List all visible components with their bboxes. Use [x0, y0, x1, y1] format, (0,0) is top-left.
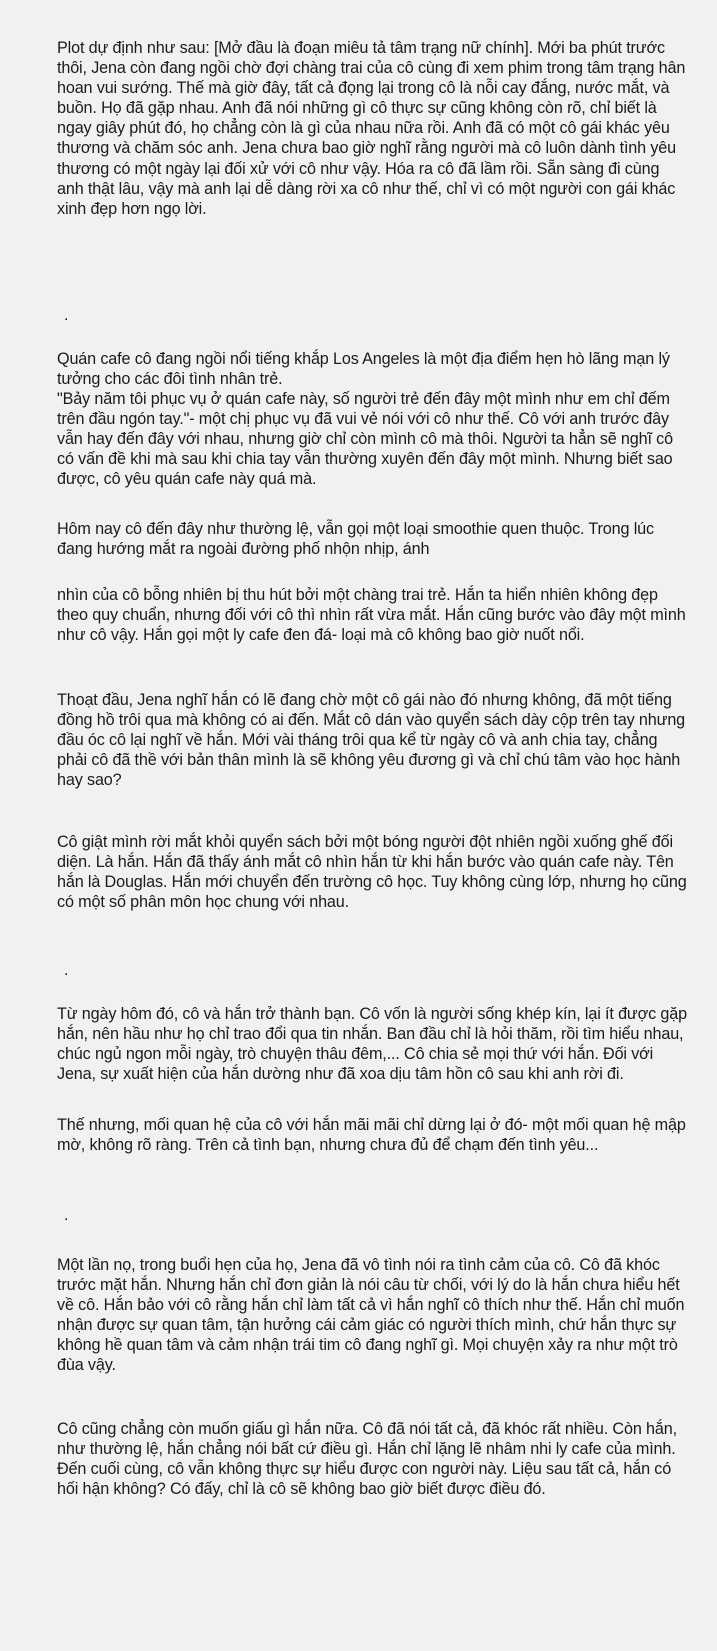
paragraph-8: Từ ngày hôm đó, cô và hắn trở thành bạn. Cô vốn là người sống khép kín, lại ít được gặp hắn, nên hầu như họ chỉ trao đổi qua tin nhắn. Ban đầu chỉ là hỏi thăm, rồi tìm hiểu nhau, chúc ngủ ngon mỗi ngày, trò chuyện thâu đêm,... Cô chia sẻ mọi thứ với hắn. Đối với Jena, sự xuất hiện của hắn dường như đã xoa dịu tâm hồn cô sau khi anh rời đi. [57, 1005, 687, 1084]
paragraph-10: Một lần nọ, trong buổi hẹn của họ, Jena đã vô tình nói ra tình cảm của cô. Cô đã khóc trước mặt hắn. Nhưng hắn chỉ đơn giản là nói câu từ chối, với lý do là hắn chưa hiểu hết về cô. Hắn bảo với cô rằng hắn chỉ làm tất cả vì hắn nghĩ cô thích như thế. Hắn chỉ muốn nhận được sự quan tâm, tận hưởng cái cảm giác có người thích mình, chứ hắn thực sự không hề quan tâm và cảm nhận trái tim cô đang nghĩ gì. Mọi chuyện xảy ra như một trò đùa vậy. [57, 1256, 685, 1375]
paragraph-1: Plot dự định như sau: [Mở đầu là đoạn miêu tả tâm trạng nữ chính]. Mới ba phút trước thôi, Jena còn đang ngồi chờ đợi chàng trai của cô cùng đi xem phim trong tâm trạng hân hoan vui sướng. Thế mà giờ đây, tất cả đọng lại trong cô là nỗi cay đắng, nước mắt, và buồn. Họ đã gặp nhau. Anh đã nói những gì cô thực sự cũng không còn rõ, chỉ biết là ngay giây phút đó, họ chẳng còn là gì của nhau nữa rồi. Anh đã có một cô gái khác yêu thương và chăm sóc anh. Jena chưa bao giờ nghĩ rằng người mà cô luôn dành tình yêu thương có một ngày lại đối xử với cô như vậy. Hóa ra cô đã lầm rồi. Sẵn sàng đi cùng anh thật lâu, vậy mà anh lại dễ dàng rời xa cô như thế, chỉ vì có một người con gái khác xinh đẹp hơn ngọ lời. [57, 39, 686, 218]
paragraph-4: Hôm nay cô đến đây như thường lệ, vẫn gọi một loại smoothie quen thuộc. Trong lúc đang hướng mắt ra ngoài đường phố nhộn nhịp, ánh [57, 520, 654, 559]
separator-dot-3: . [64, 1207, 69, 1224]
paragraph-9: Thế nhưng, mối quan hệ của cô với hắn mãi mãi chỉ dừng lại ở đó- một mối quan hệ mập mờ, không rõ ràng. Trên cả tình bạn, nhưng chưa đủ để chạm đến tình yêu... [57, 1116, 686, 1155]
paragraph-11: Cô cũng chẳng còn muốn giấu gì hắn nữa. Cô đã nói tất cả, đã khóc rất nhiều. Còn hắn, như thường lệ, hắn chẳng nói bất cứ điều gì. Hắn chỉ lặng lẽ nhâm nhi ly cafe của mình. Đến cuối cùng, cô vẫn không thực sự hiểu được con người này. Liệu sau tất cả, hắn có hối hận không? Có đấy, chỉ là cô sẽ không bao giờ biết được điều đó. [57, 1420, 677, 1499]
paragraph-2: Quán cafe cô đang ngồi nổi tiếng khắp Los Angeles là một địa điểm hẹn hò lãng mạn lý tưởng cho các đôi tình nhân trẻ. [57, 350, 670, 389]
separator-dot-2: . [64, 962, 69, 979]
paragraph-5: nhìn của cô bỗng nhiên bị thu hút bởi một chàng trai trẻ. Hắn ta hiển nhiên không đẹp theo quy chuẩn, nhưng đối với cô thì nhìn rất vừa mắt. Hắn cũng bước vào đây một mình như cô vậy. Hắn gọi một ly cafe đen đá- loại mà cô không bao giờ nuốt nổi. [57, 586, 686, 645]
paragraph-6: Thoạt đầu, Jena nghĩ hắn có lẽ đang chờ một cô gái nào đó nhưng không, đã một tiếng đồng hồ trôi qua mà không có ai đến. Mắt cô dán vào quyển sách dày cộp trên tay nhưng đầu óc cô lại nghĩ về hắn. Mới vài tháng trôi qua kể từ ngày cô và anh chia tay, chẳng phải cô đã thề với bản thân mình là sẽ không yêu đương gì và chỉ chú tâm vào học hành hay sao? [57, 691, 686, 790]
separator-dot-1: . [64, 307, 69, 324]
paragraph-7: Cô giật mình rời mắt khỏi quyển sách bởi một bóng người đột nhiên ngồi xuống ghế đối diện. Là hắn. Hắn đã thấy ánh mắt cô nhìn hắn từ khi hắn bước vào quán cafe này. Tên hắn là Douglas. Hắn mới chuyển đến trường cô học. Tuy không cùng lớp, nhưng họ cũng có một số phân môn học chung với nhau. [57, 833, 687, 912]
paragraph-3: "Bảy năm tôi phục vụ ở quán cafe này, số người trẻ đến đây một mình như em chỉ đếm trên đầu ngón tay."- một chị phục vụ đã vui vẻ nói với cô như thế. Cô với anh trước đây vẫn hay đến đây với nhau, nhưng giờ chỉ còn mình cô mà thôi. Người ta hẳn sẽ nghĩ cô có vấn đề khi mà sau khi chia tay vẫn thường xuyên đến đây một mình. Nhưng biết sao được, cô yêu quán cafe này quá mà. [57, 390, 673, 489]
